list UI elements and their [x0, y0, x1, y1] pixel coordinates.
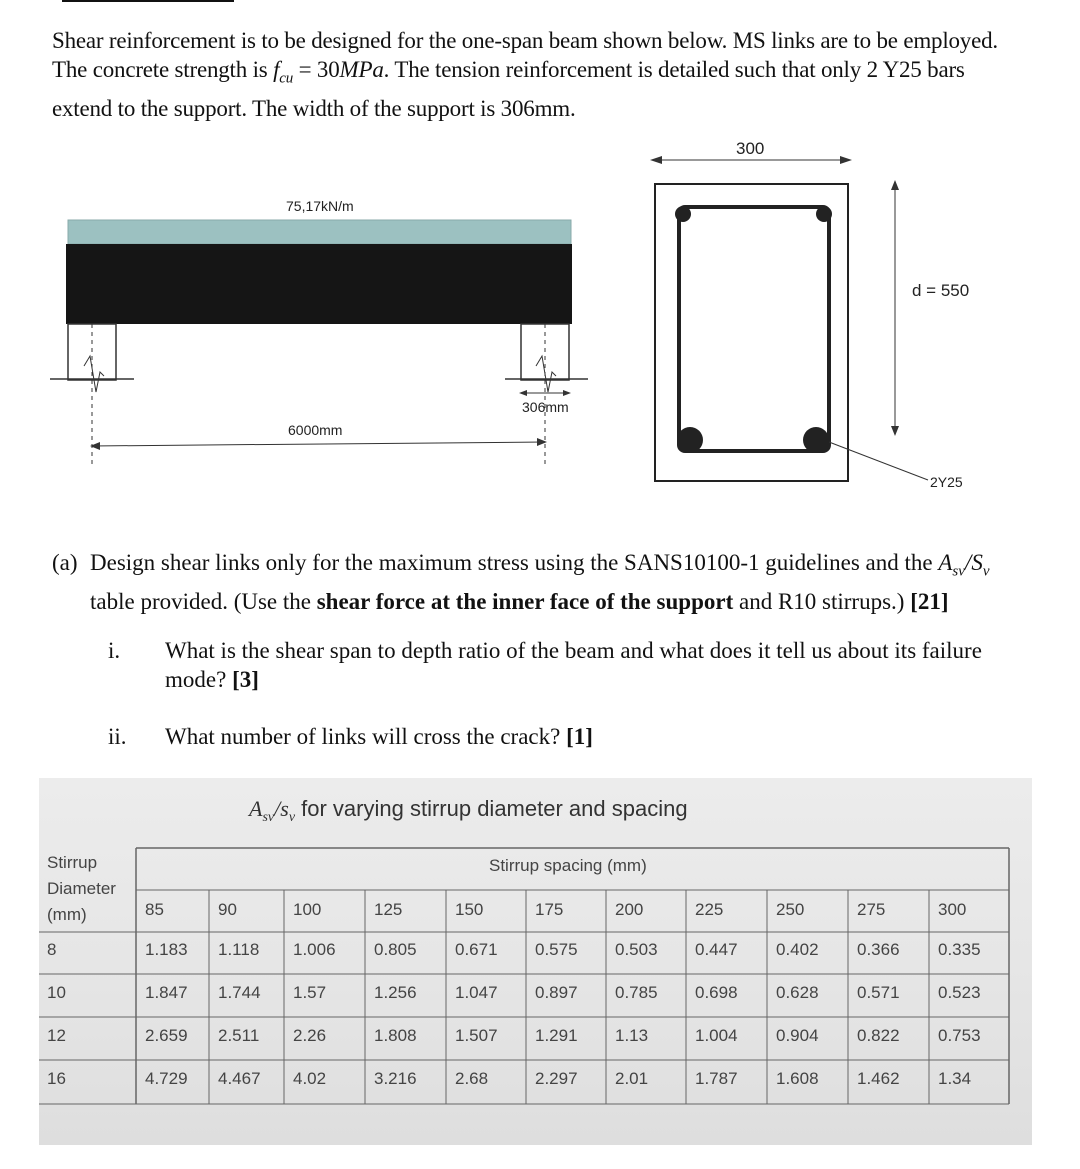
spacing-header-cell: 150 — [455, 900, 484, 919]
value-cell: 1.13 — [615, 1026, 649, 1045]
value-cell: 0.402 — [776, 940, 819, 959]
value-cell: 3.216 — [374, 1069, 417, 1088]
value-cell: 1.608 — [776, 1069, 819, 1088]
spacing-header-cell: 200 — [615, 900, 644, 919]
spacing-header-cell: 100 — [293, 900, 322, 919]
value-cell: 0.571 — [857, 983, 900, 1002]
section-width-label: 300 — [736, 139, 765, 158]
part-a-label: (a) — [52, 550, 78, 575]
spacing-header-cell: 125 — [374, 900, 403, 919]
spacing-header-cell: 90 — [218, 900, 237, 919]
value-cell: 4.02 — [293, 1069, 327, 1088]
value-cell: 2.68 — [455, 1069, 489, 1088]
value-cell: 0.503 — [615, 940, 658, 959]
value-cell: 0.805 — [374, 940, 417, 959]
value-cell: 2.26 — [293, 1026, 327, 1045]
value-cell: 1.462 — [857, 1069, 900, 1088]
value-cell: 1.118 — [218, 940, 260, 959]
spacing-header: Stirrup spacing (mm) — [489, 856, 647, 875]
asv-sv-table — [39, 778, 1032, 1145]
bars-label: 2Y25 — [930, 474, 963, 490]
value-cell: 0.628 — [776, 983, 819, 1002]
value-cell: 2.01 — [615, 1069, 649, 1088]
spacing-header-cell: 175 — [535, 900, 564, 919]
diameter-cell: 8 — [47, 940, 57, 959]
span-label: 6000mm — [288, 422, 343, 438]
value-cell: 1.183 — [145, 940, 188, 959]
distributed-load-strip — [68, 220, 571, 244]
value-cell: 0.523 — [938, 983, 981, 1002]
problem-line-1: Shear reinforcement is to be designed for the one-span beam shown below. MS links are to be employed. — [52, 28, 998, 53]
value-cell: 1.787 — [695, 1069, 738, 1088]
value-cell: 0.575 — [535, 940, 578, 959]
bottom-bar-right — [803, 427, 829, 453]
value-cell: 4.729 — [145, 1069, 188, 1088]
row-header-2: Diameter — [47, 879, 116, 898]
value-cell: 1.291 — [535, 1026, 578, 1045]
spacing-header-cell: 85 — [145, 900, 164, 919]
value-cell: 1.047 — [455, 983, 498, 1002]
table-title: $A_{sv}/s_v$ for varying stirrup diameter and spacing — [249, 796, 688, 826]
value-cell: 4.467 — [218, 1069, 261, 1088]
value-cell: 1.507 — [455, 1026, 498, 1045]
table-grid — [39, 778, 1032, 1145]
diameter-cell: 12 — [47, 1026, 66, 1045]
value-cell: 1.744 — [218, 983, 261, 1002]
part-a-marks: [21] — [910, 588, 949, 614]
value-cell: 0.904 — [776, 1026, 819, 1045]
spacing-header-cell: 300 — [938, 900, 967, 919]
problem-line-3: extend to the support. The width of the support is 306mm. — [52, 95, 576, 121]
diameter-cell: 16 — [47, 1069, 66, 1088]
header-rule — [62, 0, 234, 2]
load-label: 75,17kN/m — [286, 198, 354, 214]
top-bar-right — [816, 206, 832, 222]
value-cell: 1.256 — [374, 983, 417, 1002]
value-cell: 2.511 — [218, 1026, 260, 1045]
spacing-header-cell: 225 — [695, 900, 724, 919]
value-cell: 0.671 — [455, 940, 498, 959]
depth-label: d = 550 — [912, 281, 970, 300]
part-a: (a) Design shear links only for the maximum stress using the SANS10100-1 guidelines and the $A_{sv}/S_v$ table provided. (Use the shear force at the inner face of the support and R10 stirrups.) [21] — [52, 550, 990, 614]
row-header-3: (mm) — [47, 905, 87, 924]
value-cell: 0.335 — [938, 940, 981, 959]
spacing-header-cell: 275 — [857, 900, 886, 919]
spacing-header-cell: 250 — [776, 900, 805, 919]
value-cell: 1.808 — [374, 1026, 417, 1045]
value-cell: 1.34 — [938, 1069, 972, 1088]
value-cell: 0.753 — [938, 1026, 981, 1045]
value-cell: 2.297 — [535, 1069, 578, 1088]
beam-body — [66, 244, 572, 324]
diameter-cell: 10 — [47, 983, 66, 1002]
value-cell: 1.004 — [695, 1026, 738, 1045]
beam-diagram — [0, 130, 1080, 540]
value-cell: 0.698 — [695, 983, 738, 1002]
value-cell: 0.822 — [857, 1026, 900, 1045]
bottom-bar-left — [677, 427, 703, 453]
row-header-1: Stirrup — [47, 853, 98, 872]
value-cell: 0.366 — [857, 940, 900, 959]
top-bar-left — [675, 206, 691, 222]
problem-line-2: The concrete strength is $f_{cu} = 30MPa$. The tension reinforcement is detailed such that only 2 Y25 bars — [52, 57, 965, 87]
value-cell: 1.57 — [293, 983, 327, 1002]
value-cell: 1.847 — [145, 983, 188, 1002]
value-cell: 0.785 — [615, 983, 658, 1002]
value-cell: 2.659 — [145, 1026, 188, 1045]
problem-statement — [52, 26, 1012, 123]
value-cell: 0.897 — [535, 983, 578, 1002]
support-width-label: 306mm — [522, 399, 569, 415]
value-cell: 0.447 — [695, 940, 738, 959]
value-cell: 1.006 — [293, 940, 336, 959]
